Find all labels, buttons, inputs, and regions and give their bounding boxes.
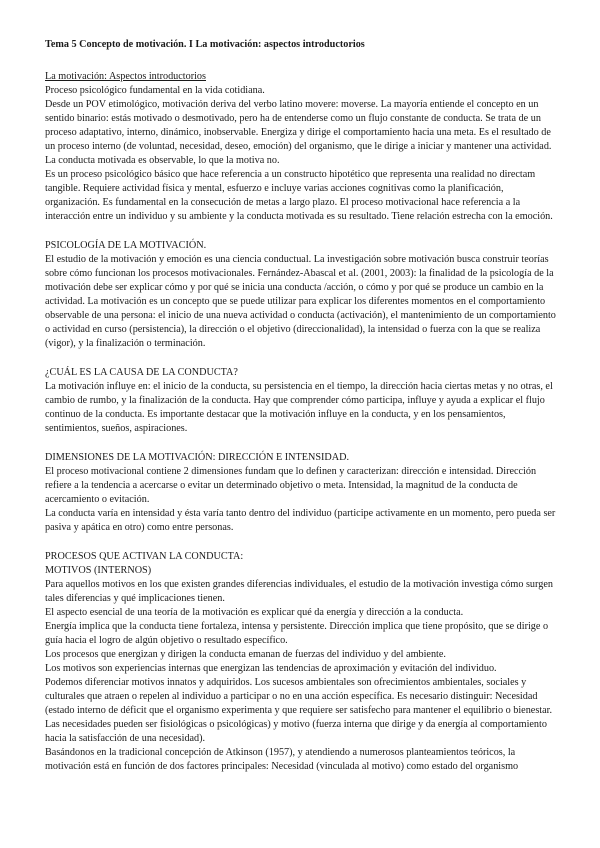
section-heading: ¿CUÁL ES LA CAUSA DE LA CONDUCTA? — [45, 367, 238, 378]
paragraph: Podemos diferenciar motivos innatos y adquiridos. Los sucesos ambientales son ofrecimientos ambientales, sociales y culturales que atraen o repelen al individuo a participar o no en una acción específica. Es necesario distinguir: Necesidad (estado interno de déficit que el organismo experimenta y que requiere ser satisfecho para mantener el equilibrio o bienestar. Las necesidades pueden ser fisiológicas o psicológicas) y motivo (fuerza interna que dirige y da energía al comportamiento hacia la satisfacción de una necesidad). — [45, 677, 553, 744]
paragraph: El proceso motivacional contiene 2 dimensiones fundam que lo definen y caracterizan: dirección e intensidad. Dirección refiere a la tendencia a acercarse o evitar un determinado objetivo o meta. Intensidad, la magnitud de la conducta de acercamiento o evitación. — [45, 466, 537, 505]
paragraph: Para aquellos motivos en los que existen grandes diferencias individuales, el estudio de la motivación investiga cómo surgen tales diferencias y qué implicaciones tienen. — [45, 579, 553, 604]
paragraph: Basándonos en la tradicional concepción de Atkinson (1957), y atendiendo a numerosos planteamientos teóricos, la motivación está en función de dos factores principales: Necesidad (vinculada al motivo) como estado del organismo — [45, 747, 519, 772]
paragraph: Los motivos son experiencias internas que energizan las tendencias de aproximación y evitación del individuo. — [45, 663, 497, 674]
section-heading: PROCESOS QUE ACTIVAN LA CONDUCTA: — [45, 551, 244, 562]
section-heading: PSICOLOGÍA DE LA MOTIVACIÓN. — [45, 240, 207, 251]
paragraph: La conducta varía en intensidad y ésta varía tanto dentro del individuo (participe activamente en un momento, pero pueda ser pasiva y apática en otro) como entre personas. — [45, 508, 556, 533]
section-introduccion — [45, 70, 560, 224]
section-heading: DIMENSIONES DE LA MOTIVACIÓN: DIRECCIÓN E INTENSIDAD. — [45, 452, 350, 463]
paragraph: Es un proceso psicológico básico que hace referencia a un constructo hipotético que representa una realidad no directam tangible. Requiere actividad física y mental, esfuerzo e incluye varias acciones cognitivas como la planificación, organización. Es fundamental en la consecución de metas a largo plazo. El proceso motivacional hace referencia a la interacción entre un individuo y su ambiente y la conducta motivada es su resultado. Tiene relación estrecha con la emoción. — [45, 169, 553, 222]
section-subheading: MOTIVOS (INTERNOS) — [45, 565, 152, 576]
section-causa-conducta — [45, 366, 560, 436]
paragraph: Energía implica que la conducta tiene fortaleza, intensa y persistente. Dirección implica que tiene propósito, que se dirige o guía hacia el logro de algún objetivo o resultado específico. — [45, 621, 549, 646]
section-dimensiones — [45, 451, 560, 535]
paragraph: Proceso psicológico fundamental en la vida cotidiana. — [45, 85, 265, 96]
section-procesos — [45, 550, 560, 774]
section-heading: La motivación: Aspectos introductorios — [45, 71, 206, 82]
section-psicologia — [45, 239, 560, 351]
paragraph: Desde un POV etimológico, motivación deriva del verbo latino movere: moverse. La mayoría entiende el concepto en un sentido binario: estás motivado o desmotivado, pero ha de entenderse como un flujo constante de conducta. Se trata de un proceso adaptativo, interno, dinámico, inobservable. Energiza y dirige el comportamiento hacia una meta. Es el resultado de un proceso interno (de voluntad, necesidad, deseo, emoción) del organismo, que le dirige a iniciar y mantener una actividad. La conducta motivada es observable, lo que la motiva no. — [45, 99, 552, 166]
paragraph: El estudio de la motivación y emoción es una ciencia conductual. La investigación sobre motivación busca construir teorías sobre cómo funcionan los procesos motivacionales. Fernández-Abascal et al. (2001, 2003): la finalidad de la psicología de la motivación debe ser explicar cómo y por qué se inicia una conducta /acción, o cómo y por qué se produce un cambio en la actividad. La motivación es un concepto que se puede utilizar para explicar los diferentes momentos en el comportamiento observable de una persona: el inicio de una nueva actividad o conducta (activación), el mantenimiento de un comportamiento o actividad en curso (persistencia), la dirección o el objetivo (direccionalidad), la intensidad o fuerza con la que se realiza (vigor), y la finalización o terminación. — [45, 254, 556, 349]
document-title: Tema 5 Concepto de motivación. I La motivación: aspectos introductorios — [45, 39, 365, 50]
paragraph: Los procesos que energizan y dirigen la conducta emanan de fuerzas del individuo y del ambiente. — [45, 649, 446, 660]
paragraph: La motivación influye en: el inicio de la conducta, su persistencia en el tiempo, la dirección hacia ciertas metas y no otras, el cambio de rumbo, y la finalización de la conducta. Hay que comprender cómo participa, influye y ayuda a explicar el flujo continuo de la conducta. Es importante destacar que la motivación influye en la conducta, y en los pensamientos, sentimientos, sueños, aspiraciones. — [45, 381, 553, 434]
paragraph: El aspecto esencial de una teoría de la motivación es explicar qué da energía y dirección a la conducta. — [45, 607, 464, 618]
document-page — [45, 38, 560, 789]
